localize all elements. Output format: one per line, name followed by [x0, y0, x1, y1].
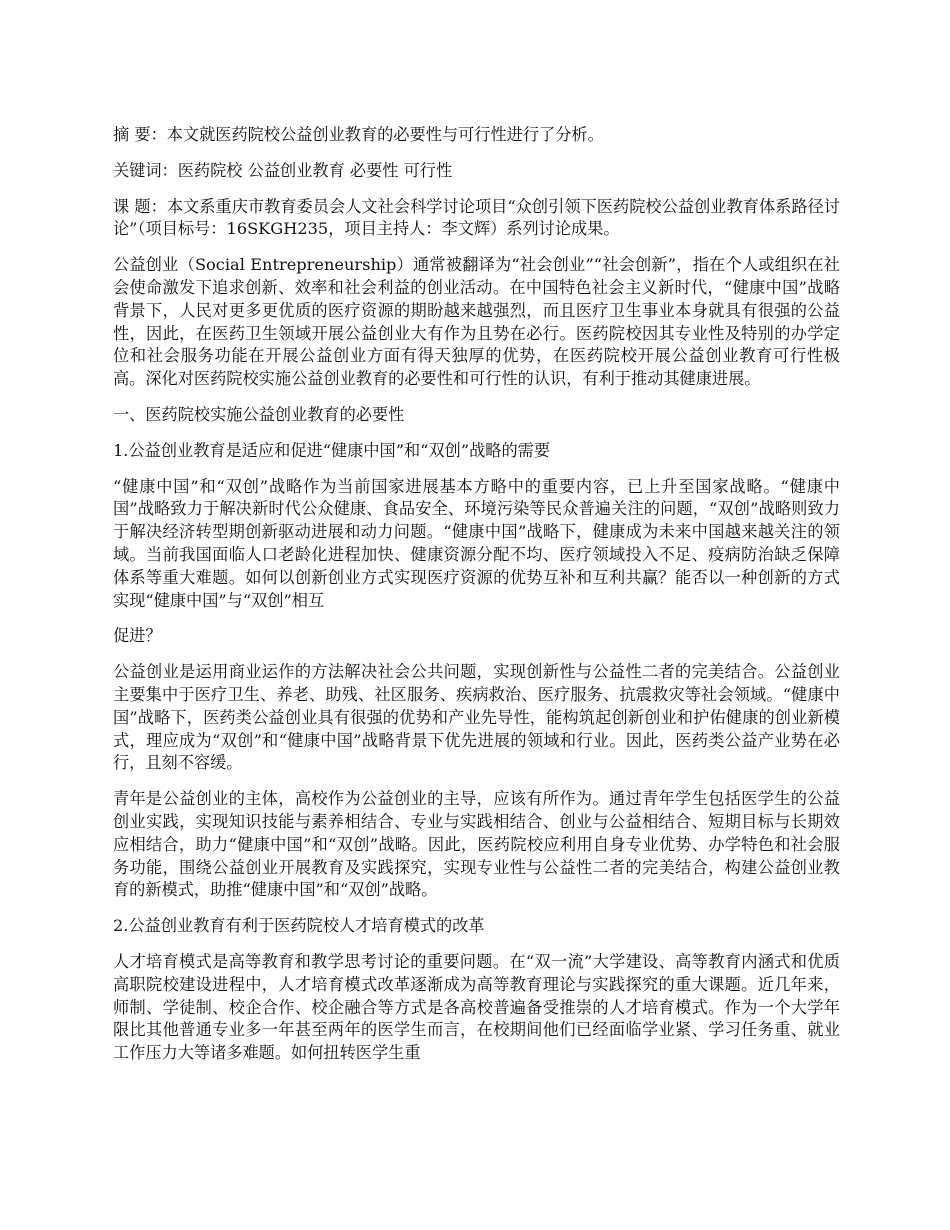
abstract: 摘 要：本文就医药院校公益创业教育的必要性与可行性进行了分析。	[113, 125, 604, 144]
intro-paragraph: 公益创业（Social Entrepreneurship）通常被翻译为“社会创业”“社会创新”，指在个人或组织在社会使命激发下追求创新、效率和社会利益的创业活动。在中国特色社会主义新时代，“健康中国”战略背景下，人民对更多更优质的医疗资源的期盼越来越强烈，而且医疗卫生事业本身就具有很强的公益性，因此，在医药卫生领域开展公益创业大有作为且势在必行。医药院校因其专业性及特别的办学定位和社会服务功能在开展公益创业方面有得天独厚的优势，在医药院校开展公益创业教育可行性极高。深化对医药院校实施公益创业教育的必要性和可行性的认识，有利于推动其健康进展。	[113, 255, 840, 389]
subsection-heading-1: 1.公益创业教育是适应和促进“健康中国”和“双创”战略的需要	[113, 440, 551, 460]
section-heading-1: 一、医药院校实施公益创业教育的必要性	[113, 404, 405, 424]
project-note: 课 题：本文系重庆市教育委员会人文社会科学讨论项目“众创引领下医药院校公益创业教育体系路径讨论”（项目标号：16SKGH235，项目主持人：李文辉）系列讨论成果。	[113, 196, 840, 239]
subsection-heading-2: 2.公益创业教育有利于医药院校人才培育模式的改革	[113, 916, 485, 936]
document-page	[113, 124, 840, 1078]
paragraph: 公益创业是运用商业运作的方法解决社会公共问题，实现创新性与公益性二者的完美结合。公益创业主要集中于医疗卫生、养老、助残、社区服务、疾病救治、医疗服务、抗震救灾等社会领域。“健康中国”战略下，医药类公益创业具有很强的优势和产业先导性，能构筑起创新创业和护佑健康的创业新模式，理应成为“双创”和“健康中国”战略背景下优先进展的领域和行业。因此，医药类公益产业势在必行，且刻不容缓。	[113, 662, 840, 773]
paragraph: “健康中国”和“双创”战略作为当前国家进展基本方略中的重要内容，已上升至国家战略。“健康中国”战略致力于解决新时代公众健康、食品安全、环境污染等民众普遍关注的问题，“双创”战略则致力于解决经济转型期创新驱动进展和动力问题。“健康中国”战略下，健康成为未来中国越来越关注的领域。当前我国面临人口老龄化进程加快、健康资源分配不均、医疗领域投入不足、疫病防治缺乏保障体系等重大难题。如何以创新创业方式实现医疗资源的优势互补和互利共赢？能否以一种创新的方式实现“健康中国”与“双创”相互	[113, 476, 840, 610]
paragraph: 人才培育模式是高等教育和教学思考讨论的重要问题。在“双一流”大学建设、高等教育内涵式和优质高职院校建设进程中，人才培育模式改革逐渐成为高等教育理论与实践探究的重大课题。近几年来，师制、学徒制、校企合作、校企融合等方式是各高校普遍备受推崇的人才培育模式。作为一个大学年限比其他普通专业多一年甚至两年的医学生而言，在校期间他们已经面临学业紧、学习任务重、就业工作压力大等诸多难题。如何扭转医学生重	[113, 951, 840, 1063]
paragraph: 青年是公益创业的主体，高校作为公益创业的主导，应该有所作为。通过青年学生包括医学生的公益创业实践，实现知识技能与素养相结合、专业与实践相结合、创业与公益相结合、短期目标与长期效应相结合，助力“健康中国”和“双创”战略。因此，医药院校应利用自身专业优势、办学特色和社会服务功能，围绕公益创业开展教育及实践探究，实现专业性与公益性二者的完美结合，构建公益创业教育的新模式，助推“健康中国”和“双创”战略。	[113, 789, 840, 900]
keywords: 关键词：医药院校 公益创业教育 必要性 可行性	[113, 160, 453, 180]
paragraph: 促进？	[113, 626, 162, 646]
